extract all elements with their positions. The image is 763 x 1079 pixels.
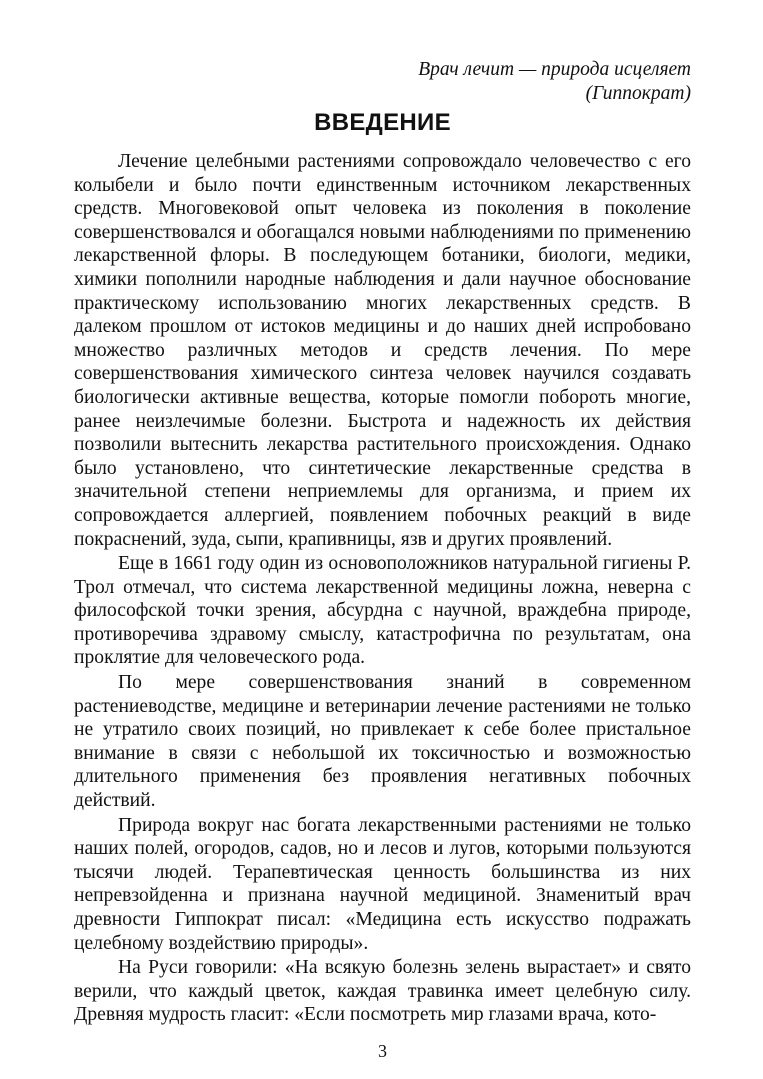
epigraph-author: (Гиппократ) bbox=[585, 83, 691, 104]
paragraph-1: Лечение целебными растениями сопровождало человечество с его колыбели и было почти единственным источником лекарственных средств. Многовековой опыт человека из поколения в поколение совершенствовался и обогащался новыми наблюдениями по применению лекарственной флоры. В последующем ботаники, биологи, медики, химики пополнили народные наблюдения и дали научное обоснование практическому использованию многих лекарственных средств. В далеком прошлом от истоков медицины и до наших дней испробовано множество различных методов и средств лечения. По мере совершенствования химического синтеза человек научился создавать биологически активные вещества, которые помогли побороть многие, ранее неизлечимые болезни. Быстрота и надежность их действия позволили вытеснить лекарства растительного происхождения. Однако было установлено, что синтетические лекарственные средства в значительной степени неприемлемы для организма, и прием их сопровождается аллергией, появлением побочных реакций в виде покраснений, зуда, сыпи, крапивницы, язв и других проявлений. bbox=[74, 151, 691, 550]
page-number: 3 bbox=[378, 1041, 387, 1061]
epigraph-quote: Врач лечит — природа исцеляет bbox=[418, 59, 691, 80]
paragraph-2: Еще в 1661 году один из основоположников натуральной гигиены Р. Трол отмечал, что система лекарственной медицины ложна, неверна с философской точки зрения, абсурдна с научной, враждебна природе, противоречива здравому смыслу, катастрофична по результатам, она проклятие для человеческого рода. bbox=[74, 553, 691, 669]
page-title: ВВЕДЕНИЕ bbox=[314, 109, 451, 136]
paragraph-5: На Руси говорили: «На всякую болезнь зелень вырастает» и свято верили, что каждый цветок, каждая травинка имеет целебную силу. Древняя мудрость гласит: «Если посмотреть мир глазами врача, кото- bbox=[74, 957, 691, 1026]
epigraph bbox=[74, 58, 691, 106]
paragraph-4: Природа вокруг нас богата лекарственными растениями не только наших полей, огородов, садов, но и лесов и лугов, которыми пользуются тысячи людей. Терапевтическая ценность большинства из них непревзойденна и признана научной медициной. Знаменитый врач древности Гиппократ писал: «Медицина есть искусство подражать целебному воздействию природы». bbox=[74, 814, 691, 954]
document-page bbox=[74, 58, 691, 1061]
paragraph-3: По мере совершенствования знаний в современном растениеводстве, медицине и ветеринарии лечение растениями не только не утратило своих позиций, но привлекает к себе более пристальное внимание в связи с небольшой их токсичностью и возможностью длительного применения без проявления негативных побочных действий. bbox=[74, 672, 691, 812]
